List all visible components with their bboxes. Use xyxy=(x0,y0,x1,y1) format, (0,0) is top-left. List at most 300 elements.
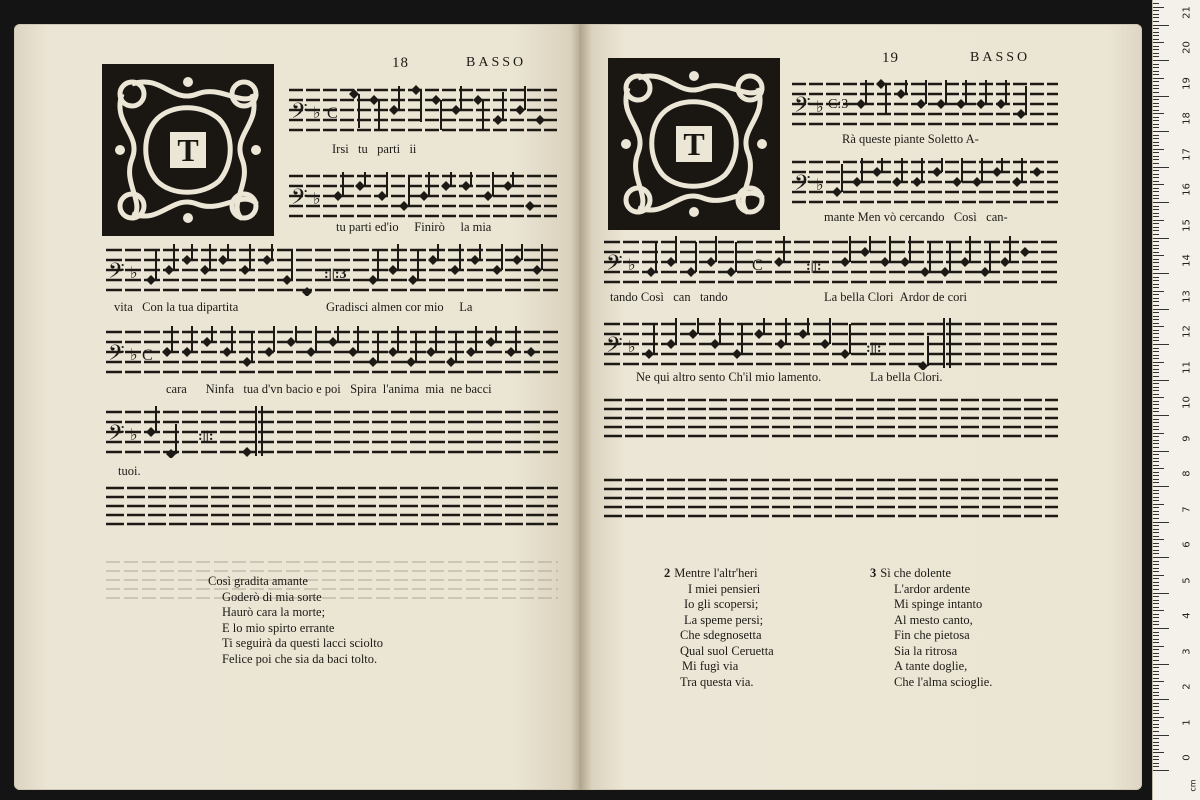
ruler-minor-tick xyxy=(1153,433,1164,434)
ruler-minor-tick xyxy=(1153,85,1159,86)
verse-number: 2 xyxy=(664,566,671,580)
ruler-minor-tick xyxy=(1153,749,1159,750)
ruler-tick xyxy=(1153,735,1169,736)
ruler-tick xyxy=(1153,60,1169,61)
ruler-minor-tick xyxy=(1153,220,1164,221)
verse-line: Fin che pietosa xyxy=(894,628,970,642)
ruler-minor-tick xyxy=(1153,206,1159,207)
ruler-number: 10 xyxy=(1181,396,1193,409)
verse-line: Sia la ritrosa xyxy=(894,643,958,658)
ruler-minor-tick xyxy=(1153,32,1159,33)
ruler-minor-tick xyxy=(1153,248,1159,249)
ruler-minor-tick xyxy=(1153,266,1159,267)
lyric-line: Rà queste piante Soletto A- xyxy=(842,132,979,146)
verse-number: 3 xyxy=(870,566,877,580)
ruler-minor-tick xyxy=(1153,624,1159,625)
ruler-minor-tick xyxy=(1153,198,1159,199)
svg-text:C: C xyxy=(752,257,763,274)
ruler-tick xyxy=(1153,380,1169,381)
svg-text:𝄢: 𝄢 xyxy=(291,185,308,214)
verse-line: Così gradita amante xyxy=(208,574,308,588)
ruler-minor-tick xyxy=(1153,188,1159,189)
music-staff xyxy=(792,78,1058,128)
svg-text:𝄢: 𝄢 xyxy=(108,341,125,370)
ruler-minor-tick xyxy=(1153,142,1159,143)
lyric-line: Ne qui altro sento Ch'il mio lamento. xyxy=(636,370,822,384)
ruler-minor-tick xyxy=(1153,738,1159,739)
ruler-minor-tick xyxy=(1153,28,1159,29)
ruler-minor-tick xyxy=(1153,42,1164,43)
svg-text:♭: ♭ xyxy=(628,257,636,274)
ruler-minor-tick xyxy=(1153,582,1159,583)
ruler-number: 19 xyxy=(1181,76,1193,90)
ruler-minor-tick xyxy=(1153,429,1159,430)
ruler-minor-tick xyxy=(1153,14,1159,15)
music-staff xyxy=(792,156,1058,206)
svg-text::||:: :||: xyxy=(866,341,882,356)
lyric-line: La bella Clori. xyxy=(870,370,943,384)
ruler-minor-tick xyxy=(1153,632,1159,633)
ruler-tick xyxy=(1153,415,1169,416)
ruler-minor-tick xyxy=(1153,394,1159,395)
ruler-minor-tick xyxy=(1153,362,1164,363)
ruler-minor-tick xyxy=(1153,163,1159,164)
ruler-tick xyxy=(1153,770,1169,771)
ruler-number: 6 xyxy=(1181,541,1193,548)
ruler-minor-tick xyxy=(1153,607,1159,608)
verse-line: A tante doglie, xyxy=(894,659,968,673)
ruler-minor-tick xyxy=(1153,355,1159,356)
ruler-minor-tick xyxy=(1153,17,1159,18)
svg-text:♭: ♭ xyxy=(313,191,321,208)
verse-line: Al mesto canto, xyxy=(894,612,973,627)
ruler-minor-tick xyxy=(1153,742,1159,743)
ruler-minor-tick xyxy=(1153,358,1159,359)
ruler-number: 1 xyxy=(1181,718,1193,726)
ruler-minor-tick xyxy=(1153,571,1159,572)
ruler-minor-tick xyxy=(1153,408,1159,409)
svg-text:♭: ♭ xyxy=(313,105,321,122)
ruler-number: 4 xyxy=(1181,612,1193,619)
verse-line: Mi fugì via xyxy=(682,659,739,673)
ruler-minor-tick xyxy=(1153,245,1159,246)
lyric-line: vita Con la tua dipartita xyxy=(114,300,239,314)
ruler-minor-tick xyxy=(1153,600,1159,601)
ruler-minor-tick xyxy=(1153,507,1159,508)
ruler-minor-tick xyxy=(1153,621,1159,622)
ruler-number: 20 xyxy=(1181,41,1193,54)
ruler-minor-tick xyxy=(1153,127,1159,128)
ruler-minor-tick xyxy=(1153,539,1164,540)
ruler-tick xyxy=(1153,628,1169,629)
svg-text:♭: ♭ xyxy=(628,339,636,356)
ruler-number: 15 xyxy=(1181,218,1193,232)
empty-staff xyxy=(106,484,558,528)
ruler-minor-tick xyxy=(1153,120,1159,121)
ruler-tick xyxy=(1153,664,1169,665)
ruler-minor-tick xyxy=(1153,294,1159,295)
verse-line: L'ardor ardente xyxy=(894,581,971,596)
ruler-minor-tick xyxy=(1153,720,1159,721)
ruler-minor-tick xyxy=(1153,138,1159,139)
ruler-minor-tick xyxy=(1153,532,1159,533)
ruler-minor-tick xyxy=(1153,614,1159,615)
lyric-line: tando Così can tando xyxy=(610,290,728,304)
ruler-minor-tick xyxy=(1153,369,1159,370)
ruler-minor-tick xyxy=(1153,383,1159,384)
ruler-minor-tick xyxy=(1153,653,1159,654)
ruler-minor-tick xyxy=(1153,500,1159,501)
ruler-minor-tick xyxy=(1153,756,1159,757)
page-number-left: 18 xyxy=(392,55,409,71)
ruler-minor-tick xyxy=(1153,667,1159,668)
ruler-minor-tick xyxy=(1153,280,1159,281)
ruler-number: 14 xyxy=(1181,254,1193,267)
ruler-minor-tick xyxy=(1153,436,1159,437)
ruler-minor-tick xyxy=(1153,724,1159,725)
ruler-minor-tick xyxy=(1153,7,1164,8)
lyric-line: tuoi. xyxy=(118,464,141,478)
svg-text:♭: ♭ xyxy=(816,99,824,116)
ruler-minor-tick xyxy=(1153,46,1159,47)
music-staff xyxy=(604,234,1058,288)
ruler-minor-tick xyxy=(1153,461,1159,462)
initial-letter-right: T xyxy=(674,124,714,164)
ruler-tick xyxy=(1153,96,1169,97)
ruler-minor-tick xyxy=(1153,635,1159,636)
ruler-minor-tick xyxy=(1153,326,1164,327)
music-staff xyxy=(106,242,558,296)
ruler-minor-tick xyxy=(1153,156,1159,157)
verse-line: Sì che dolente xyxy=(880,566,952,580)
measuring-ruler xyxy=(1152,0,1200,800)
ruler-number: 7 xyxy=(1181,505,1193,513)
ruler-minor-tick xyxy=(1153,706,1159,707)
ruler-minor-tick xyxy=(1153,447,1159,448)
svg-text:C: C xyxy=(142,347,153,364)
ruler-minor-tick xyxy=(1153,490,1159,491)
ruler-minor-tick xyxy=(1153,504,1164,505)
ruler-minor-tick xyxy=(1153,234,1159,235)
ruler-tick xyxy=(1153,25,1169,26)
ruler-minor-tick xyxy=(1153,213,1159,214)
ruler-minor-tick xyxy=(1153,330,1159,331)
ruler-minor-tick xyxy=(1153,53,1159,54)
empty-staff xyxy=(604,396,1058,440)
ruler-number: 5 xyxy=(1181,576,1193,584)
verse-stanza-2 xyxy=(664,566,774,690)
ruler-minor-tick xyxy=(1153,671,1159,672)
ruler-minor-tick xyxy=(1153,145,1159,146)
ruler-minor-tick xyxy=(1153,639,1159,640)
ruler-minor-tick xyxy=(1153,426,1159,427)
verse-line: Mentre l'altr'heri xyxy=(674,566,758,580)
ruler-minor-tick xyxy=(1153,493,1159,494)
ruler-minor-tick xyxy=(1153,646,1164,647)
ruler-minor-tick xyxy=(1153,56,1159,57)
left-page xyxy=(14,24,580,790)
ruler-minor-tick xyxy=(1153,259,1159,260)
ruler-number: 3 xyxy=(1181,647,1193,655)
ruler-tick xyxy=(1153,309,1169,310)
ruler-minor-tick xyxy=(1153,269,1159,270)
ruler-tick xyxy=(1153,522,1169,523)
ruler-tick xyxy=(1153,167,1169,168)
book-gutter xyxy=(570,24,592,790)
ruler-number: 11 xyxy=(1181,360,1193,374)
ruler-minor-tick xyxy=(1153,184,1164,185)
ruler-minor-tick xyxy=(1153,287,1159,288)
ruler-minor-tick xyxy=(1153,74,1159,75)
ruler-minor-tick xyxy=(1153,21,1159,22)
ruler-minor-tick xyxy=(1153,298,1159,299)
ruler-minor-tick xyxy=(1153,440,1159,441)
ruler-number: 18 xyxy=(1181,112,1193,125)
ruler-minor-tick xyxy=(1153,695,1159,696)
ruler-tick xyxy=(1153,557,1169,558)
ruler-minor-tick xyxy=(1153,390,1159,391)
ruler-number: 12 xyxy=(1181,325,1193,338)
ruler-minor-tick xyxy=(1153,230,1159,231)
ruler-minor-tick xyxy=(1153,475,1159,476)
ruler-tick xyxy=(1153,202,1169,203)
ruler-minor-tick xyxy=(1153,717,1164,718)
ruler-minor-tick xyxy=(1153,685,1159,686)
ruler-minor-tick xyxy=(1153,766,1159,767)
ruler-tick xyxy=(1153,131,1169,132)
ruler-minor-tick xyxy=(1153,553,1159,554)
music-staff xyxy=(106,324,558,378)
svg-text:𝄢: 𝄢 xyxy=(794,171,811,200)
ruler-minor-tick xyxy=(1153,710,1159,711)
ruler-minor-tick xyxy=(1153,372,1159,373)
ruler-minor-tick xyxy=(1153,316,1159,317)
ruler-minor-tick xyxy=(1153,365,1159,366)
ruler-minor-tick xyxy=(1153,71,1159,72)
ruler-minor-tick xyxy=(1153,252,1159,253)
page-header-left: BASSO xyxy=(466,55,527,70)
ruler-minor-tick xyxy=(1153,124,1159,125)
svg-text::||:: :||: xyxy=(806,259,822,274)
lyric-line: tu parti ed'io Finirò la mia xyxy=(336,220,492,234)
ruler-minor-tick xyxy=(1153,568,1159,569)
ruler-minor-tick xyxy=(1153,596,1159,597)
ruler-minor-tick xyxy=(1153,113,1164,114)
ruler-minor-tick xyxy=(1153,514,1159,515)
ruler-minor-tick xyxy=(1153,227,1159,228)
ruler-minor-tick xyxy=(1153,35,1159,36)
ruler-minor-tick xyxy=(1153,319,1159,320)
ruler-minor-tick xyxy=(1153,763,1159,764)
music-staff xyxy=(106,404,558,458)
music-staff xyxy=(604,316,1058,370)
ruler-minor-tick xyxy=(1153,482,1159,483)
ruler-minor-tick xyxy=(1153,401,1159,402)
ruler-minor-tick xyxy=(1153,727,1159,728)
page-header-right: BASSO xyxy=(970,50,1031,65)
ruler-minor-tick xyxy=(1153,39,1159,40)
ruler-minor-tick xyxy=(1153,262,1159,263)
ruler-tick xyxy=(1153,238,1169,239)
ruler-minor-tick xyxy=(1153,656,1159,657)
ruler-minor-tick xyxy=(1153,312,1159,313)
svg-text:𝄢: 𝄢 xyxy=(108,259,125,288)
ruler-minor-tick xyxy=(1153,117,1159,118)
ruler-minor-tick xyxy=(1153,170,1159,171)
verse-line: Ti seguirà da questi lacci sciolto xyxy=(222,636,383,650)
ruler-minor-tick xyxy=(1153,759,1159,760)
ruler-minor-tick xyxy=(1153,589,1159,590)
ruler-minor-tick xyxy=(1153,543,1159,544)
ruler-minor-tick xyxy=(1153,660,1159,661)
verse-line: E lo mio spirto errante xyxy=(222,620,335,635)
ruler-minor-tick xyxy=(1153,546,1159,547)
ruler-minor-tick xyxy=(1153,106,1159,107)
ruler-number: 21 xyxy=(1181,5,1193,19)
verse-line: I miei pensieri xyxy=(688,581,761,596)
ruler-minor-tick xyxy=(1153,713,1159,714)
lyric-line: Irsi tu parti ii xyxy=(332,142,417,156)
lyric-line: mante Men vò cercando Così can- xyxy=(824,210,1008,224)
ruler-minor-tick xyxy=(1153,159,1159,160)
ruler-minor-tick xyxy=(1153,511,1159,512)
ruler-tick xyxy=(1153,486,1169,487)
ruler-minor-tick xyxy=(1153,585,1159,586)
verse-line: La speme persi; xyxy=(684,612,764,627)
verse-line: Goderò di mia sorte xyxy=(222,589,322,604)
ruler-minor-tick xyxy=(1153,642,1159,643)
svg-text::||:: :||: xyxy=(198,429,214,444)
ruler-minor-tick xyxy=(1153,284,1159,285)
svg-text:♭: ♭ xyxy=(130,427,138,444)
svg-text:♭: ♭ xyxy=(130,265,138,282)
ruler-minor-tick xyxy=(1153,223,1159,224)
ruler-minor-tick xyxy=(1153,103,1159,104)
verse-line: Felice poi che sia da baci tolto. xyxy=(222,651,378,666)
ruler-minor-tick xyxy=(1153,376,1159,377)
svg-text:𝄢: 𝄢 xyxy=(606,251,623,280)
ruler-minor-tick xyxy=(1153,348,1159,349)
verse-stanza-3 xyxy=(870,566,992,690)
ruler-tick xyxy=(1153,451,1169,452)
ruler-minor-tick xyxy=(1153,10,1159,11)
ruler-minor-tick xyxy=(1153,731,1159,732)
ruler-minor-tick xyxy=(1153,110,1159,111)
lyric-line: Gradisci almen cor mio La xyxy=(326,300,473,314)
ruler-minor-tick xyxy=(1153,3,1159,4)
ruler-minor-tick xyxy=(1153,92,1159,93)
ruler-tick xyxy=(1153,273,1169,274)
ruler-minor-tick xyxy=(1153,536,1159,537)
right-page xyxy=(580,24,1142,790)
ruler-minor-tick xyxy=(1153,241,1159,242)
ruler-minor-tick xyxy=(1153,181,1159,182)
decorated-initial-right xyxy=(608,58,780,230)
ruler-minor-tick xyxy=(1153,617,1159,618)
ruler-minor-tick xyxy=(1153,678,1159,679)
decorated-initial-left xyxy=(102,64,274,236)
music-staff xyxy=(289,170,557,220)
ruler-minor-tick xyxy=(1153,337,1159,338)
ruler-minor-tick xyxy=(1153,443,1159,444)
ruler-minor-tick xyxy=(1153,674,1159,675)
ruler-minor-tick xyxy=(1153,323,1159,324)
svg-text:♭: ♭ xyxy=(816,177,824,194)
ruler-minor-tick xyxy=(1153,575,1164,576)
music-staff xyxy=(289,84,557,134)
ruler-tick xyxy=(1153,593,1169,594)
ruler-minor-tick xyxy=(1153,603,1159,604)
ruler-number: 13 xyxy=(1181,289,1193,303)
ruler-minor-tick xyxy=(1153,191,1159,192)
verse-line: Che l'alma scioglie. xyxy=(894,674,993,689)
ruler-minor-tick xyxy=(1153,479,1159,480)
ruler-minor-tick xyxy=(1153,64,1159,65)
ruler-number: 8 xyxy=(1181,470,1193,477)
ruler-minor-tick xyxy=(1153,472,1159,473)
svg-text:𝄢: 𝄢 xyxy=(794,93,811,122)
verse-line: Mi spinge intanto xyxy=(894,597,983,611)
ruler-minor-tick xyxy=(1153,422,1159,423)
ruler-minor-tick xyxy=(1153,387,1159,388)
ruler-minor-tick xyxy=(1153,99,1159,100)
verse-line: Tra questa via. xyxy=(680,674,754,689)
ruler-minor-tick xyxy=(1153,692,1159,693)
ruler-minor-tick xyxy=(1153,468,1164,469)
ruler-number: 16 xyxy=(1181,183,1193,196)
ruler-minor-tick xyxy=(1153,550,1159,551)
ruler-minor-tick xyxy=(1153,209,1159,210)
ruler-minor-tick xyxy=(1153,301,1159,302)
verse-line: Haurò cara la morte; xyxy=(222,605,326,619)
ruler-minor-tick xyxy=(1153,564,1159,565)
ruler-minor-tick xyxy=(1153,49,1159,50)
ruler-minor-tick xyxy=(1153,152,1159,153)
page-number-right: 19 xyxy=(882,50,899,66)
ruler-minor-tick xyxy=(1153,195,1159,196)
ruler-minor-tick xyxy=(1153,149,1164,150)
svg-text:𝄢: 𝄢 xyxy=(606,333,623,362)
ruler-minor-tick xyxy=(1153,81,1159,82)
ruler-minor-tick xyxy=(1153,681,1164,682)
ruler-minor-tick xyxy=(1153,351,1159,352)
ruler-minor-tick xyxy=(1153,649,1159,650)
lyric-line: La bella Clori Ardor de cori xyxy=(824,290,968,304)
ruler-minor-tick xyxy=(1153,518,1159,519)
ruler-number: 2 xyxy=(1181,683,1193,690)
ruler-minor-tick xyxy=(1153,340,1159,341)
svg-text:♭: ♭ xyxy=(130,347,138,364)
ruler-minor-tick xyxy=(1153,529,1159,530)
ruler-minor-tick xyxy=(1153,333,1159,334)
ruler-minor-tick xyxy=(1153,419,1159,420)
ruler-minor-tick xyxy=(1153,703,1159,704)
ruler-minor-tick xyxy=(1153,525,1159,526)
ruler-minor-tick xyxy=(1153,610,1164,611)
ruler-minor-tick xyxy=(1153,67,1159,68)
verse-line: Che sdegnosetta xyxy=(680,628,762,642)
ruler-minor-tick xyxy=(1153,291,1164,292)
ruler-minor-tick xyxy=(1153,135,1159,136)
verse-stanza xyxy=(208,574,383,667)
svg-text::||:3: :||:3 xyxy=(324,267,347,282)
ruler-number: 0 xyxy=(1181,754,1193,761)
ruler-number: 9 xyxy=(1181,434,1193,442)
ruler-minor-tick xyxy=(1153,745,1159,746)
ruler-minor-tick xyxy=(1153,177,1159,178)
ruler-number: 17 xyxy=(1181,147,1193,161)
ruler-minor-tick xyxy=(1153,561,1159,562)
